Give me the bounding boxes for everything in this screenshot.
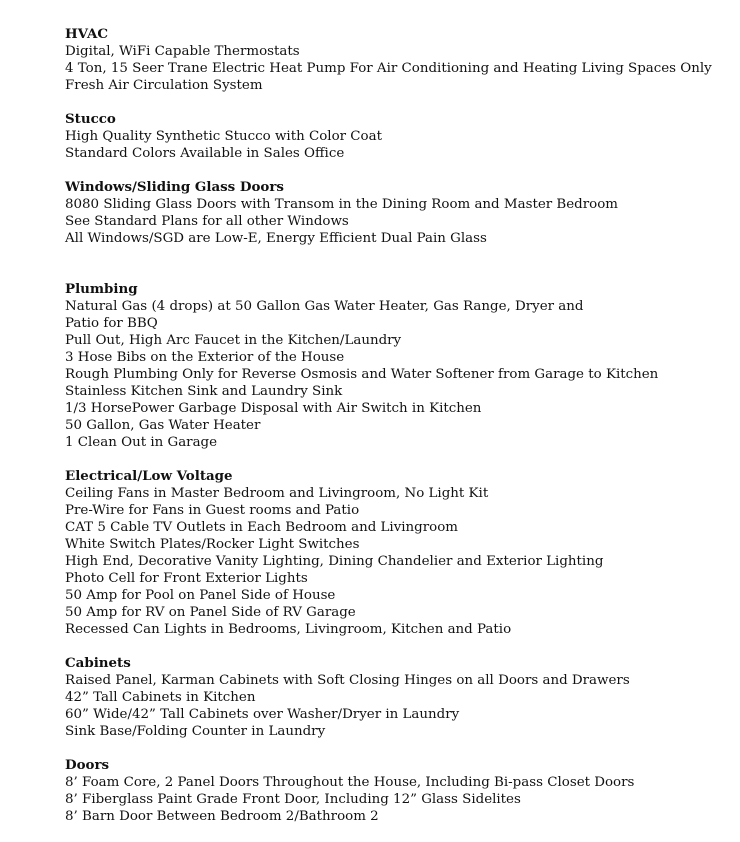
spec-line: 8’ Foam Core, 2 Panel Doors Throughout the House, Including Bi-pass Closet Doors (65, 775, 635, 790)
section-heading: Stucco (65, 111, 116, 127)
section-heading: Cabinets (65, 655, 131, 671)
section-cabinets (65, 655, 730, 740)
spec-line: CAT 5 Cable TV Outlets in Each Bedroom and Livingroom (65, 520, 458, 535)
spec-line: Pull Out, High Arc Faucet in the Kitchen/Laundry (65, 333, 402, 348)
spec-document (65, 26, 730, 842)
spec-line: 8’ Barn Door Between Bedroom 2/Bathroom 2 (65, 809, 379, 824)
spec-line: Patio for BBQ (65, 316, 158, 331)
spec-line: Recessed Can Lights in Bedrooms, Livingroom, Kitchen and Patio (65, 622, 512, 637)
spec-line: All Windows/SGD are Low-E, Energy Efficient Dual Pain Glass (65, 231, 487, 246)
section-heading: HVAC (65, 26, 109, 42)
spec-line: Pre-Wire for Fans in Guest rooms and Patio (65, 503, 360, 518)
spec-line: 8080 Sliding Glass Doors with Transom in the Dining Room and Master Bedroom (65, 197, 618, 212)
section-electrical (65, 468, 730, 638)
spec-line: Rough Plumbing Only for Reverse Osmosis and Water Softener from Garage to Kitchen (65, 367, 659, 382)
section-doors (65, 757, 730, 825)
spec-line: White Switch Plates/Rocker Light Switches (65, 537, 360, 552)
section-heading: Doors (65, 757, 110, 773)
section-heading: Plumbing (65, 281, 138, 297)
spec-line: 50 Gallon, Gas Water Heater (65, 418, 261, 433)
spec-line: 50 Amp for RV on Panel Side of RV Garage (65, 605, 356, 620)
spec-line: High End, Decorative Vanity Lighting, Dining Chandelier and Exterior Lighting (65, 554, 604, 569)
spec-line: 1 Clean Out in Garage (65, 435, 218, 450)
spec-line: 8’ Fiberglass Paint Grade Front Door, Including 12” Glass Sidelites (65, 792, 521, 807)
spec-line: 1/3 HorsePower Garbage Disposal with Air Switch in Kitchen (65, 401, 482, 416)
spec-line: Digital, WiFi Capable Thermostats (65, 44, 300, 59)
spec-line: Standard Colors Available in Sales Office (65, 146, 345, 161)
spec-line: 42” Tall Cabinets in Kitchen (65, 690, 256, 705)
spec-line: Natural Gas (4 drops) at 50 Gallon Gas Water Heater, Gas Range, Dryer and (65, 299, 584, 314)
spec-line: 3 Hose Bibs on the Exterior of the House (65, 350, 345, 365)
section-heading: Windows/Sliding Glass Doors (65, 179, 284, 195)
spec-line: Fresh Air Circulation System (65, 78, 263, 93)
spec-line: 50 Amp for Pool on Panel Side of House (65, 588, 336, 603)
section-stucco (65, 111, 730, 162)
spec-line: See Standard Plans for all other Windows (65, 214, 349, 229)
spec-line: Photo Cell for Front Exterior Lights (65, 571, 308, 586)
section-hvac (65, 26, 730, 94)
spec-line: Ceiling Fans in Master Bedroom and Livingroom, No Light Kit (65, 486, 489, 501)
section-plumbing (65, 281, 730, 451)
section-heading: Electrical/Low Voltage (65, 468, 233, 484)
spec-line: 4 Ton, 15 Seer Trane Electric Heat Pump For Air Conditioning and Heating Living Spaces Only (65, 61, 712, 76)
spec-line: High Quality Synthetic Stucco with Color Coat (65, 129, 382, 144)
spec-line: Raised Panel, Karman Cabinets with Soft Closing Hinges on all Doors and Drawers (65, 673, 630, 688)
spec-line: Sink Base/Folding Counter in Laundry (65, 724, 326, 739)
spec-line: Stainless Kitchen Sink and Laundry Sink (65, 384, 343, 399)
section-windows (65, 179, 730, 247)
spec-line: 60” Wide/42” Tall Cabinets over Washer/Dryer in Laundry (65, 707, 460, 722)
